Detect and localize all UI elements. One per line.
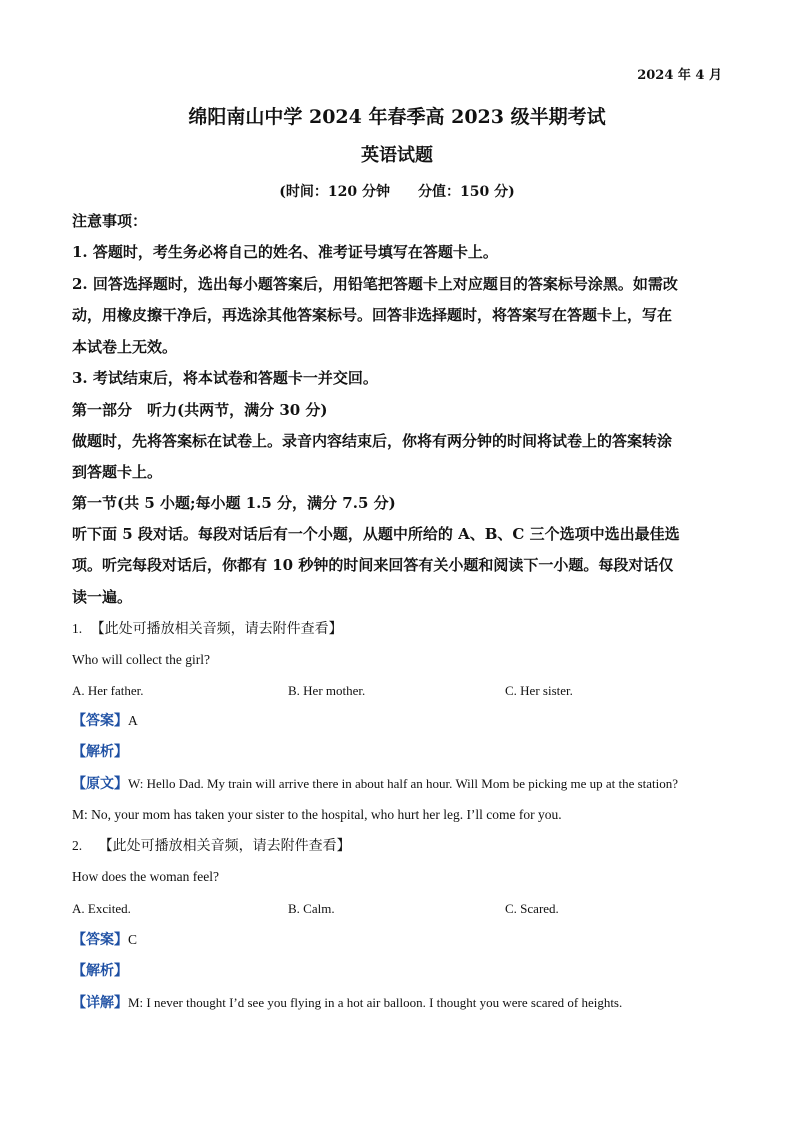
- analysis-label: 【解析】: [72, 744, 128, 760]
- part1-instruction: 到答题卡上。: [72, 463, 163, 481]
- exam-subtitle: 英语试题: [361, 145, 433, 166]
- section1-instruction: 听下面 5 段对话。每段对话后有一个小题，从题中所给的 A、B、C 三个选项中选出最佳选: [72, 525, 680, 543]
- notes-line: 动，用橡皮擦干净后，再选涂其他答案标号。回答非选择题时，将答案写在答题卡上，写在: [72, 306, 673, 324]
- option-a: A. Excited.: [72, 901, 131, 916]
- option-c: C. Scared.: [505, 901, 559, 916]
- answer-label: 【答案】: [72, 713, 128, 729]
- question-2-header: [72, 838, 351, 854]
- question-number: 2.: [72, 838, 83, 853]
- answer-line: [72, 713, 138, 729]
- answer-line: [72, 932, 137, 948]
- part1-heading: 第一部分 听力(共两节，满分 30 分): [72, 401, 328, 419]
- transcript-line: [72, 776, 678, 792]
- notes-heading: 注意事项：: [72, 212, 148, 230]
- date-header: 2024 年 4 月: [637, 68, 722, 83]
- option-b: B. Calm.: [288, 901, 335, 916]
- section1-heading: 第一节(共 5 小题;每小题 1.5 分，满分 7.5 分): [72, 494, 396, 512]
- question-number: 1.: [72, 621, 83, 636]
- section1-instruction: 项。听完每段对话后，你都有 10 秒钟的时间来回答有关小题和阅读下一小题。每段对话仅: [72, 556, 674, 574]
- notes-line: 本试卷上无效。: [72, 338, 178, 356]
- transcript-line: M: No, your mom has taken your sister to the hospital, who hurt her leg. I’ll come for you.: [72, 807, 562, 822]
- answer-value: A: [128, 713, 138, 728]
- option-c: C. Her sister.: [505, 683, 573, 698]
- option-b: B. Her mother.: [288, 683, 366, 698]
- analysis-label: 【解析】: [72, 963, 128, 979]
- detail-line: [72, 995, 622, 1011]
- notes-line: 1. 答题时，考生务必将自己的姓名、准考证号填写在答题卡上。: [72, 243, 498, 261]
- notes-line: 3. 考试结束后，将本试卷和答题卡一并交回。: [72, 369, 378, 387]
- audio-note[interactable]: 【此处可播放相关音频，请去附件查看】: [98, 838, 351, 854]
- question-1-prompt: Who will collect the girl?: [72, 652, 210, 667]
- detail-text: M: I never thought I’d see you flying in a hot air balloon. I thought you were scared of heights.: [128, 995, 623, 1010]
- detail-label: 【详解】: [72, 995, 128, 1011]
- part1-instruction: 做题时，先将答案标在试卷上。录音内容结束后，你将有两分钟的时间将试卷上的答案转涂: [72, 432, 673, 450]
- answer-value: C: [128, 932, 138, 947]
- transcript-text: W: Hello Dad. My train will arrive there in about half an hour. Will Mom be picking me up at the station?: [128, 776, 679, 791]
- audio-note[interactable]: 【此处可播放相关音频，请去附件查看】: [90, 621, 343, 637]
- question-2-prompt: How does the woman feel?: [72, 869, 219, 884]
- exam-info: (时间：120 分钟 分值：150 分): [279, 184, 515, 200]
- question-1-header: [72, 621, 343, 637]
- section1-instruction: 读一遍。: [72, 588, 133, 606]
- exam-title: 绵阳南山中学 2024 年春季高 2023 级半期考试: [188, 106, 606, 128]
- transcript-label: 【原文】: [72, 776, 128, 792]
- option-a: A. Her father.: [72, 683, 144, 698]
- answer-label: 【答案】: [72, 932, 128, 948]
- notes-line: 2. 回答选择题时，选出每小题答案后，用铅笔把答题卡上对应题目的答案标号涂黑。如需改: [72, 275, 678, 293]
